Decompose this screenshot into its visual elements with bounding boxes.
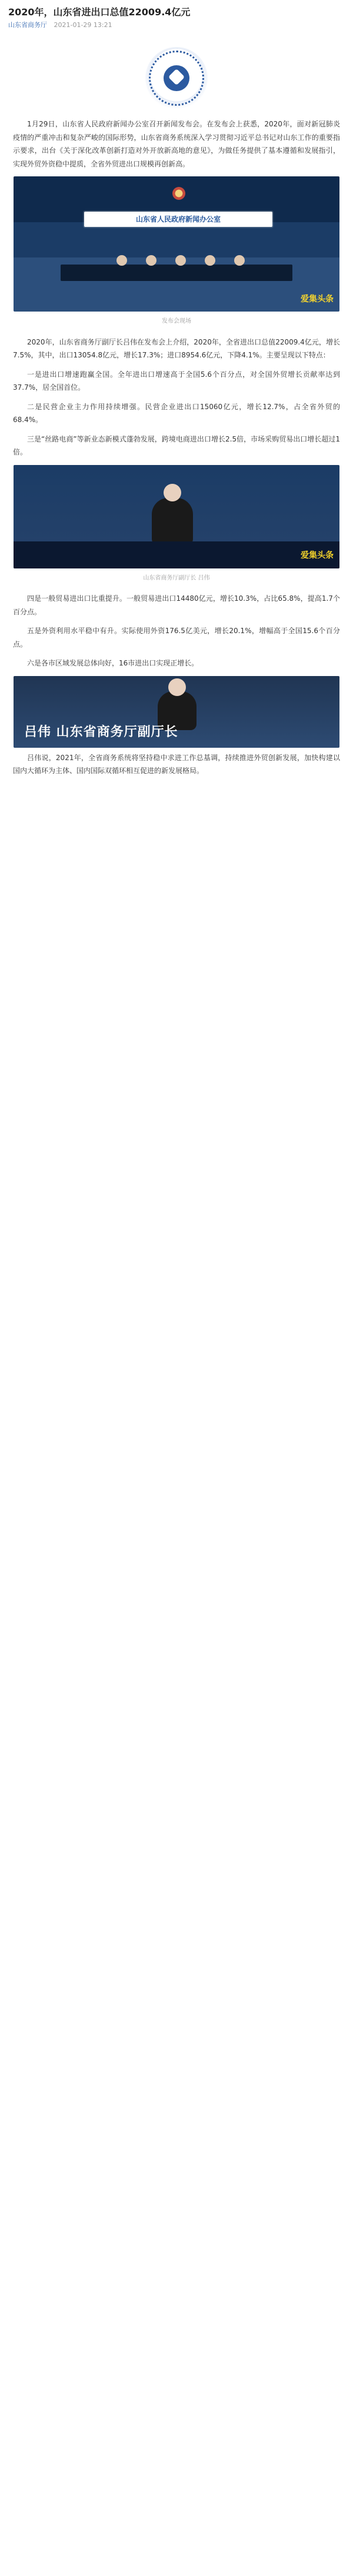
person-icon: [116, 255, 127, 266]
press-conference-photo: [14, 176, 339, 312]
speaker-name-overlay: 吕伟 山东省商务厅副厅长: [24, 725, 178, 740]
article-title: 2020年，山东省进出口总值22009.4亿元: [8, 6, 191, 18]
paragraph-2: 2020年，山东省商务厅副厅长吕伟在发布会上介绍，2020年，全省进出口总值22009.4亿元，增长7.5%，其中，出口13054.8亿元，增长17.3%；进口8954.6亿元，下降4.1%。主要呈现以下特点：: [13, 337, 340, 359]
speaker-icon: [152, 498, 193, 545]
paragraph-8: 六是各市区域发展总体向好，16市进出口实现正增长。: [27, 659, 199, 667]
paragraph-5: 三是“丝路电商”等新业态新模式蓬勃发展，跨境电商进出口增长2.5倍，市场采购贸易出口增长超过1倍。: [13, 434, 340, 456]
publish-date: 2021-01-29 13:21: [54, 21, 112, 29]
person-icon: [175, 255, 186, 266]
desk-icon: [61, 265, 292, 281]
shandong-commerce-logo-icon: [145, 47, 208, 109]
watermark: 爱集头条: [301, 551, 334, 560]
speaker-icon: [158, 691, 197, 730]
paragraph-6: 四是一般贸易进出口比重提升。一般贸易进出口14480亿元，增长10.3%，占比65.8%，提高1.7个百分点。: [13, 594, 340, 616]
emblem-icon: [172, 187, 185, 200]
logo: [145, 47, 208, 109]
article-header: [0, 0, 353, 29]
paragraph-1: 1月29日，山东省人民政府新闻办公室召开新闻发布会。在发布会上获悉，2020年，面对新冠肺炎疫情的严重冲击和复杂严峻的国际形势，山东省商务系统深入学习贯彻习近平总书记对山东工作的重要指示要求，出台《关于深化改革创新打造对外开放新高地的意见》，为做任务提供了基本遵循和发展指引，实现外贸外资稳中提质，全省外贸进出口规模再创新高。: [13, 120, 340, 168]
paragraph-3: 一是进出口增速跑赢全国。全年进出口增速高于全国5.6个百分点，对全国外贸增长贡献率达到37.7%，居全国首位。: [13, 370, 340, 392]
photo-banner: 山东省人民政府新闻办公室: [84, 212, 272, 227]
article-meta: [8, 20, 345, 29]
watermark: 爱集头条: [301, 294, 334, 304]
paragraph-4: 二是民营企业主力作用持续增强。民营企业进出口15060亿元，增长12.7%，占全省外贸的68.4%。: [13, 402, 340, 424]
logo-core-icon: [164, 65, 189, 91]
paragraph-7: 五是外资利用水平稳中有升。实际使用外资176.5亿美元，增长20.1%，增幅高于全国15.6个百分点。: [13, 627, 340, 648]
person-icon: [234, 255, 245, 266]
author-link[interactable]: 山东省商务厅: [8, 21, 47, 29]
desk-icon: [14, 541, 339, 568]
speaker-closeup-photo: [14, 676, 339, 748]
speaker-photo: [14, 465, 339, 568]
paragraph-9: 吕伟说，2021年，全省商务系统将坚持稳中求进工作总基调，持续推进外贸创新发展，加快构建以国内大循环为主体、国内国际双循环相互促进的新发展格局。: [13, 753, 340, 775]
photo-caption: 山东省商务厅副厅长 吕伟: [143, 574, 210, 581]
photo-caption: 发布会现场: [162, 318, 191, 324]
article-body: [0, 118, 353, 778]
person-icon: [205, 255, 215, 266]
person-icon: [146, 255, 156, 266]
